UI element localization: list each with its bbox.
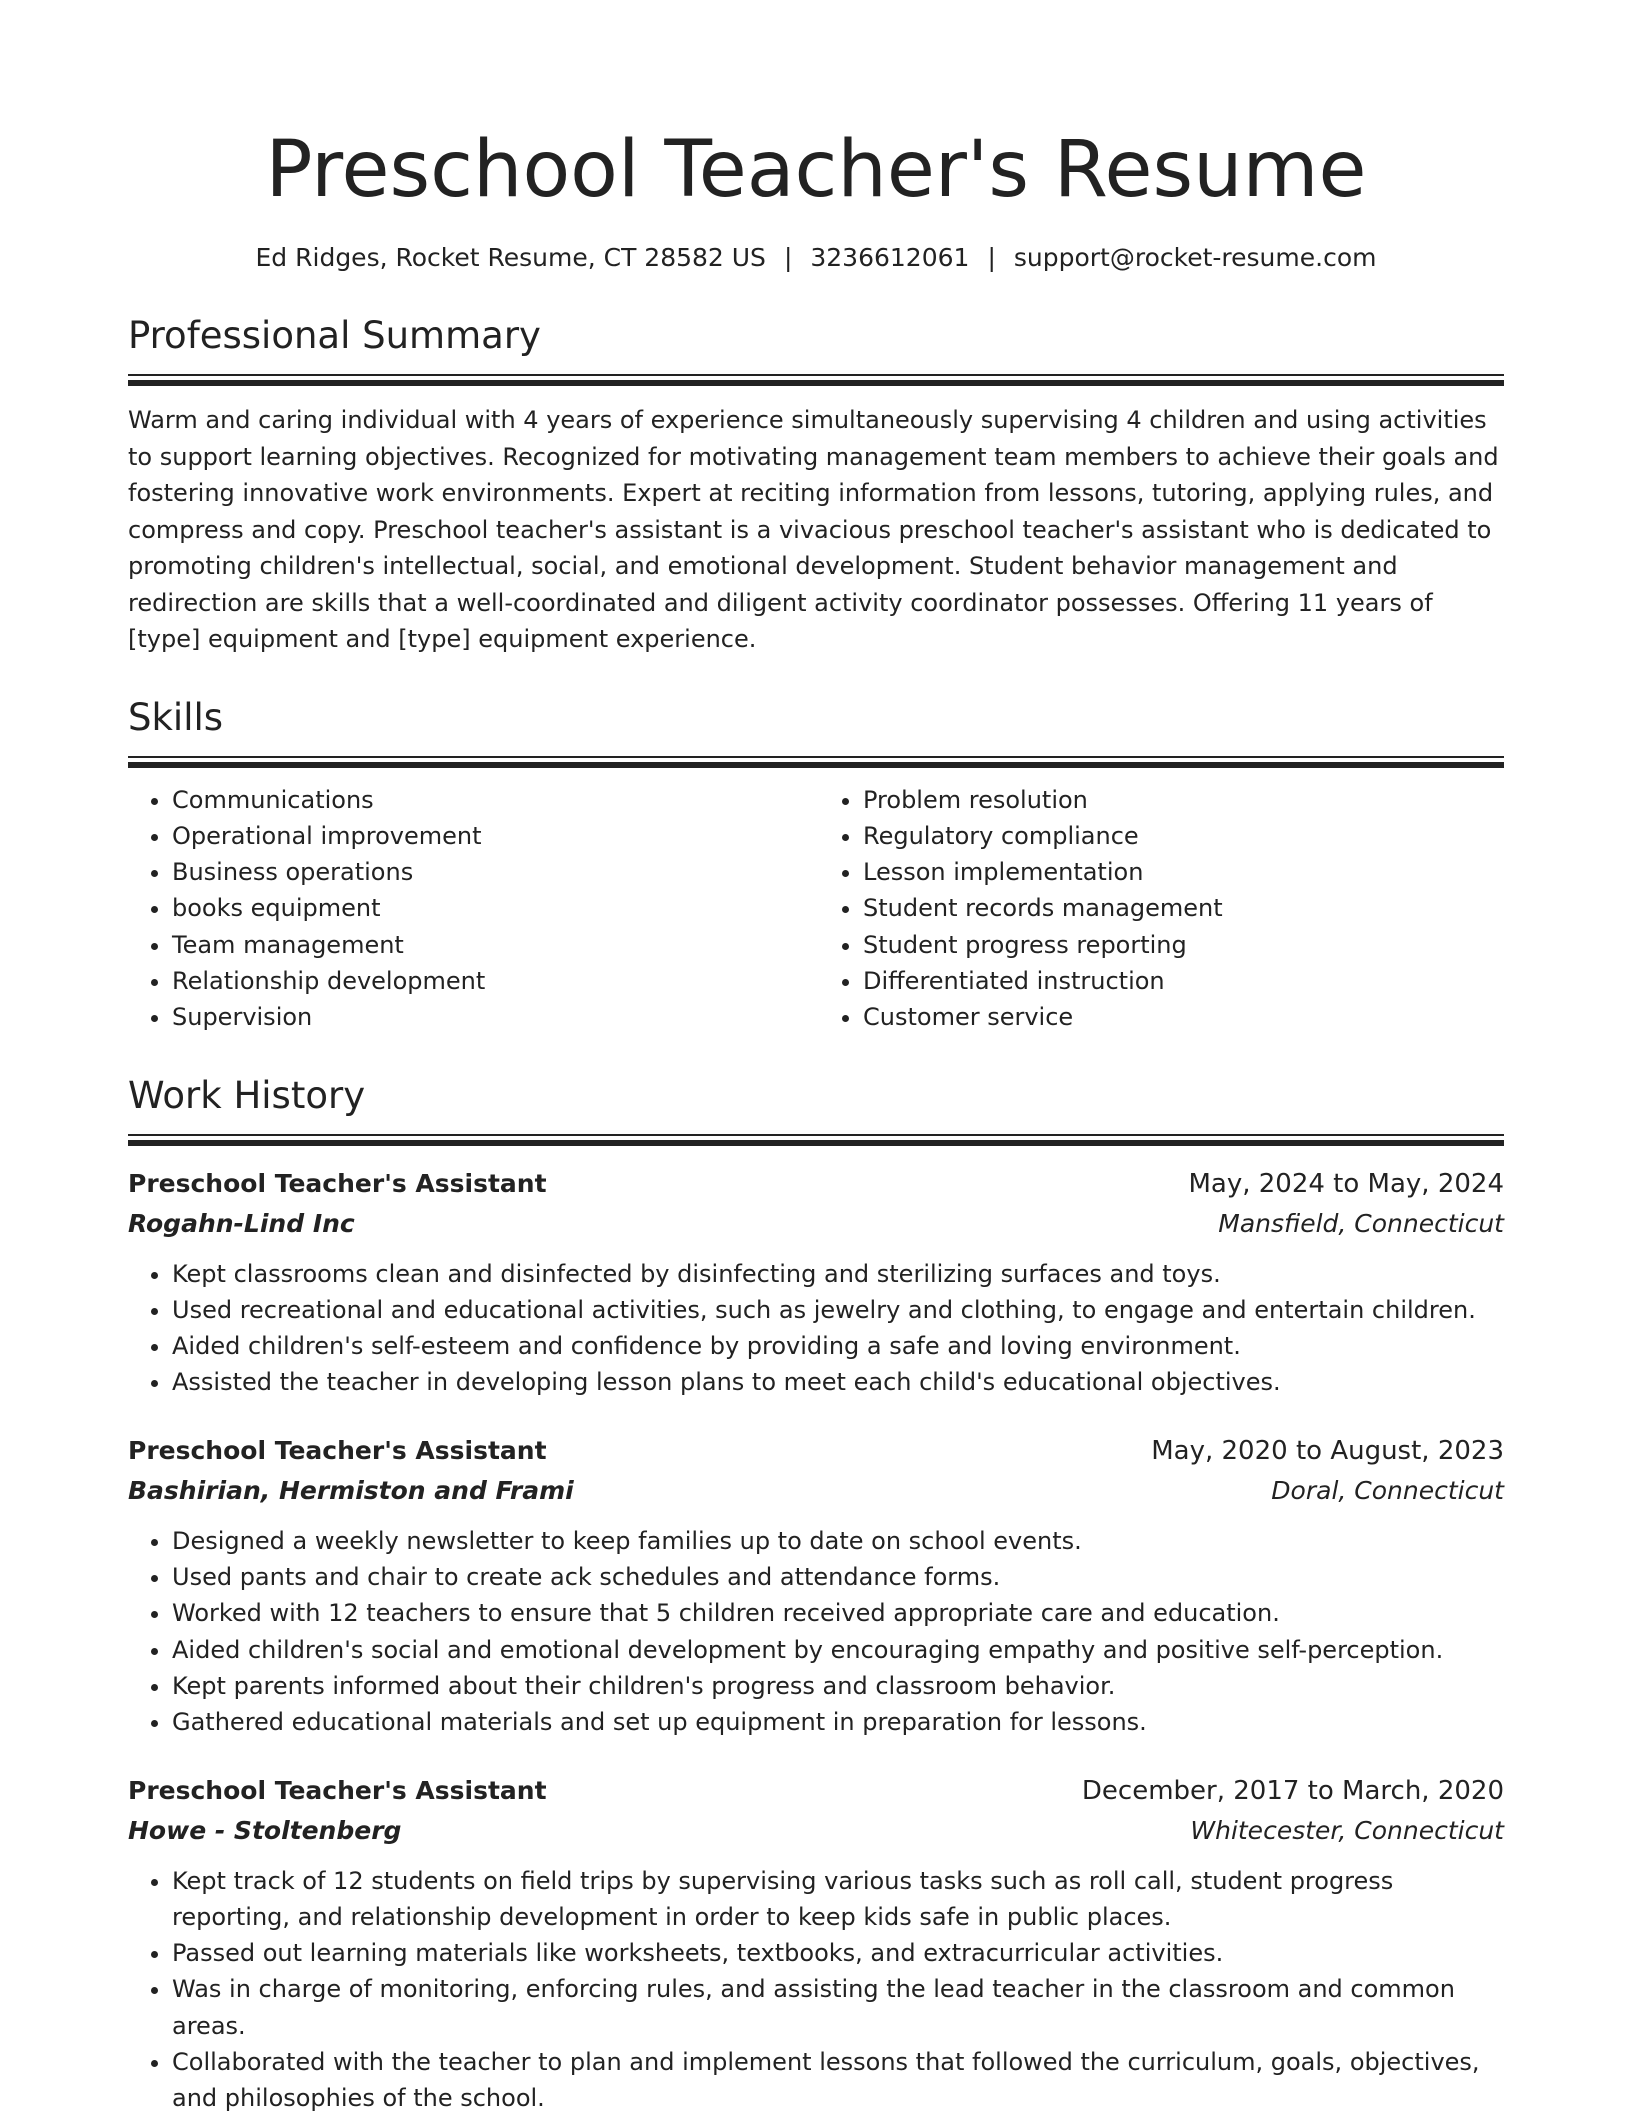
skill-item: • Team management [172,927,813,963]
job-location: Whitecester, Connecticut [1190,1815,1504,1845]
job-bullet: • Collaborated with the teacher to plan and implement lessons that followed the curriculum, goals, objectives, and philosophies of the school. [172,2044,1504,2117]
skill-item: • Differentiated instruction [863,963,1504,999]
job-bullet: • Kept parents informed about their children's progress and classroom behavior. [172,1668,1504,1704]
section-divider [128,1134,1504,1146]
contact-line [128,240,1504,276]
work-section-header [128,1072,1504,1146]
skills-heading: Skills [128,695,224,739]
job-company-row [128,1811,1504,1851]
job-bullet: • Aided children's self-esteem and confidence by providing a safe and loving environment. [172,1328,1504,1364]
contact-address: Ed Ridges, Rocket Resume, CT 28582 US [255,243,766,272]
skill-item: • Supervision [172,999,813,1035]
job-bullet: • Used recreational and educational activities, such as jewelry and clothing, to engage and entertain children. [172,1292,1504,1328]
job-header-row [128,1771,1504,1811]
skills-section-header [128,694,1504,768]
job-bullet: • Kept classrooms clean and disinfected by disinfecting and sterilizing surfaces and toys. [172,1256,1504,1292]
skill-item: • Regulatory compliance [863,818,1504,854]
job-company-row [128,1471,1504,1511]
work-heading: Work History [128,1073,366,1117]
skill-item: • Business operations [172,854,813,890]
job-entry [128,1771,1504,2117]
job-location: Doral, Connecticut [1271,1475,1504,1505]
skill-item: • books equipment [172,890,813,926]
skill-item: • Problem resolution [863,782,1504,818]
job-header-row [128,1431,1504,1471]
job-bullet: • Was in charge of monitoring, enforcing rules, and assisting the lead teacher in the classroom and common areas. [172,1971,1504,2044]
summary-heading: Professional Summary [128,314,541,357]
job-bullet: • Aided children's social and emotional development by encouraging empathy and positive self-perception. [172,1632,1504,1668]
job-bullet: • Kept track of 12 students on field trips by supervising various tasks such as roll call, student progress reporting, and relationship development in order to keep kids safe in public places. [172,1863,1504,1936]
job-bullet: • Designed a weekly newsletter to keep families up to date on school events. [172,1523,1504,1559]
job-title: Preschool Teacher's Assistant [128,1435,547,1465]
contact-phone: 3236612061 [810,243,970,272]
job-title: Preschool Teacher's Assistant [128,1775,547,1805]
job-company: Rogahn-Lind Inc [128,1208,355,1238]
section-divider [128,756,1504,768]
page-title: Preschool Teacher's Resume [265,125,1367,215]
job-dates: May, 2020 to August, 2023 [1151,1435,1504,1466]
contact-email[interactable]: support@rocket-resume.com [1013,243,1377,272]
job-company: Bashirian, Hermiston and Frami [128,1475,574,1505]
skill-item: • Operational improvement [172,818,813,854]
summary-text: Warm and caring individual with 4 years of experience simultaneously supervising 4 children and using activities to support learning objectives. Recognized for motivating management team members to achieve their goals and fostering innovative work environments. Expert at reciting information from lessons, tutoring, applying rules, and compress and copy. Preschool teacher's assistant is a vivacious preschool teacher's assistant who is dedicated to promoting children's intellectual, social, and emotional development. Student behavior management and redirection are skills that a well-coordinated and diligent activity coordinator possesses. Offering 11 years of [type] equipment and [type] equipment experience. [128,406,1499,653]
skill-item: • Communications [172,782,813,818]
job-header-row [128,1164,1504,1204]
resume-page [128,0,1504,2117]
job-location: Mansfield, Connecticut [1218,1208,1504,1238]
job-bullets [128,1523,1504,1741]
section-divider [128,374,1504,386]
job-bullet: • Assisted the teacher in developing lesson plans to meet each child's educational objectives. [172,1364,1504,1400]
skill-item: • Student progress reporting [863,927,1504,963]
job-entry [128,1164,1504,1401]
skill-item: • Customer service [863,999,1504,1035]
summary-section-header [128,312,1504,386]
skills-list [128,782,1504,1036]
job-bullets [128,1256,1504,1401]
job-entry [128,1431,1504,1741]
job-bullet: • Gathered educational materials and set up equipment in preparation for lessons. [172,1704,1504,1740]
job-bullets [128,1863,1504,2117]
skill-item: • Relationship development [172,963,813,999]
contact-separator: | [987,243,996,272]
skills-column-left [128,782,813,1036]
job-company-row [128,1204,1504,1244]
skill-item: • Lesson implementation [863,854,1504,890]
job-bullet: • Passed out learning materials like worksheets, textbooks, and extracurricular activities. [172,1935,1504,1971]
job-company: Howe - Stoltenberg [128,1815,402,1845]
skills-column-right [813,782,1504,1036]
job-bullet: • Used pants and chair to create ack schedules and attendance forms. [172,1559,1504,1595]
job-title: Preschool Teacher's Assistant [128,1168,547,1198]
job-dates: December, 2017 to March, 2020 [1081,1775,1504,1806]
contact-separator: | [783,243,793,272]
skill-item: • Student records management [863,890,1504,926]
job-dates: May, 2024 to May, 2024 [1188,1168,1504,1199]
job-bullet: • Worked with 12 teachers to ensure that 5 children received appropriate care and education. [172,1595,1504,1631]
